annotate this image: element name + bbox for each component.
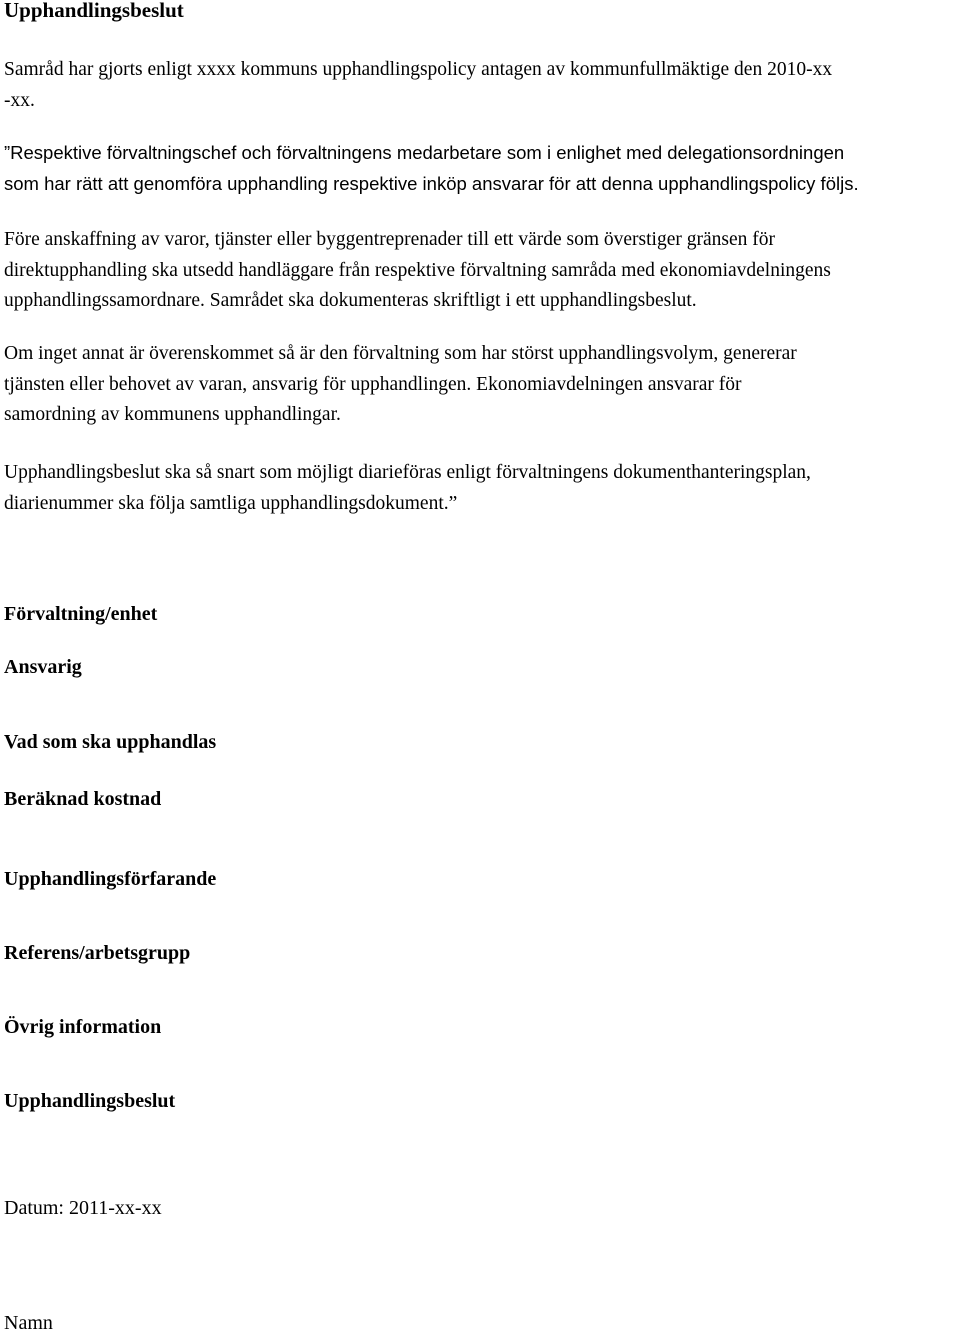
paragraph-ansvar: [4, 339, 956, 431]
section-ovrig-information: Övrig information: [4, 1016, 162, 1038]
paragraph-line: Före anskaffning av varor, tjänster eller byggentreprenader till ett värde som överstiger gränsen för: [4, 229, 775, 250]
date-line: Datum: 2011-xx-xx: [4, 1197, 162, 1219]
paragraph-line: som har rätt att genomföra upphandling respektive inköp ansvarar för att denna upphandlingspolicy följs.: [4, 172, 859, 194]
paragraph-line: tjänsten eller behovet av varan, ansvarig för upphandlingen. Ekonomiavdelningen ansvarar för: [4, 373, 742, 395]
section-forvaltning-enhet: Förvaltning/enhet: [4, 603, 158, 625]
document-title: Upphandlingsbeslut: [4, 0, 184, 22]
paragraph-line: diarienummer ska följa samtliga upphandlingsdokument.”: [4, 492, 458, 514]
paragraph-quote-responsibility: [4, 138, 956, 199]
section-ansvarig: Ansvarig: [4, 656, 82, 678]
section-vad-som-ska-upphandlas: Vad som ska upphandlas: [4, 731, 217, 753]
paragraph-line: direktupphandling ska utsedd handläggare från respektive förvaltning samråda med ekonomiavdelningens: [4, 259, 831, 281]
paragraph-line: -xx.: [4, 89, 35, 111]
paragraph-line: samordning av kommunens upphandlingar.: [4, 404, 341, 425]
section-upphandlingsforfarande: Upphandlingsförfarande: [4, 868, 217, 890]
section-referens-arbetsgrupp: Referens/arbetsgrupp: [4, 942, 191, 964]
paragraph-diarieforing: [4, 458, 956, 519]
paragraph-line: Upphandlingsbeslut ska så snart som möjligt diarieföras enligt förvaltningens dokumenthanteringsplan,: [4, 462, 811, 483]
paragraph-line: Om inget annat är överenskommet så är den förvaltning som har störst upphandlingsvolym, genererar: [4, 343, 797, 364]
paragraph-anskaffning: [4, 225, 956, 317]
paragraph-line: upphandlingssamordnare. Samrådet ska dokumenteras skriftligt i ett upphandlingsbeslut.: [4, 290, 697, 311]
section-beraknad-kostnad: Beräknad kostnad: [4, 788, 162, 810]
name-line: Namn: [4, 1312, 53, 1334]
paragraph-samrad: [4, 55, 956, 116]
section-upphandlingsbeslut: Upphandlingsbeslut: [4, 1090, 176, 1112]
paragraph-line: ”Respektive förvaltningschef och förvaltningens medarbetare som i enlighet med delegationsordningen: [4, 142, 845, 163]
paragraph-line: Samråd har gjorts enligt xxxx kommuns upphandlingspolicy antagen av kommunfullmäktige den 2010-xx: [4, 59, 833, 80]
